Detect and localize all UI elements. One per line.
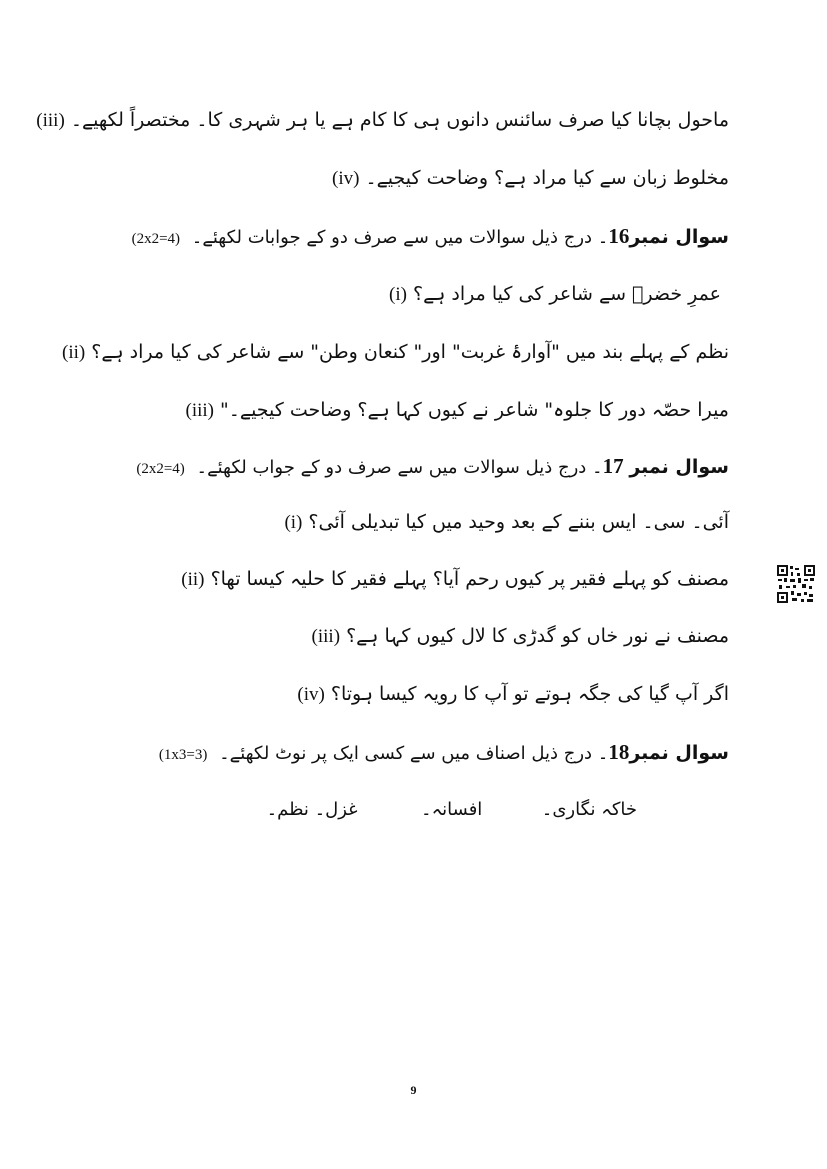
item-text: "میرا حصّہ دور کا جلوہ" شاعر نے کیوں کہا ہے؟ وضاحت کیجیے۔ <box>220 399 729 421</box>
question-number: 18 <box>608 740 630 764</box>
option-ghazal-nazm: غزل۔ نظم۔ <box>266 799 358 820</box>
item-marker: (iii) <box>185 400 214 421</box>
question-instruction: ۔ درج ذیل اصناف میں سے کسی ایک پر نوٹ لکھئے۔ <box>219 743 609 764</box>
item-marker: (ii) <box>181 569 205 590</box>
question-17-item-iii <box>312 622 729 651</box>
question-18-options <box>267 796 637 824</box>
question-instruction: ۔ درج ذیل سوالات میں سے صرف دو کے جوابات لکھئے۔ <box>191 227 609 248</box>
question-18-heading <box>159 738 729 769</box>
option-sketch-writing: خاکہ نگاری۔ <box>541 799 637 820</box>
item-marker: (i) <box>284 512 303 533</box>
question-16-item-iii <box>186 396 730 425</box>
question-item-iv <box>332 164 729 193</box>
question-marks: (2x2=4) <box>131 231 181 247</box>
question-16-heading <box>132 222 729 253</box>
question-17-item-iv <box>297 680 729 709</box>
item-marker: (iii) <box>311 626 341 647</box>
question-number: 16 <box>608 224 630 248</box>
question-marks: (2x2=4) <box>136 461 185 477</box>
question-17-heading <box>136 452 729 483</box>
item-marker: (iv) <box>297 684 325 705</box>
item-marker: (ii) <box>62 342 86 363</box>
item-text: مصنف کو پہلے فقیر پر کیوں رحم آیا؟ پہلے فقیر کا حلیہ کیسا تھا؟ <box>210 568 729 590</box>
question-instruction: ۔ درج ذیل سوالات میں سے صرف دو کے جواب لکھئے۔ <box>196 457 603 478</box>
item-text: نظم کے پہلے بند میں "آوارۂ غربت" اور" کنعان وطن" سے شاعر کی کیا مراد ہے؟ <box>91 341 729 363</box>
question-label: سوال نمبر <box>629 742 729 764</box>
item-text: آئی۔ سی۔ ایس بننے کے بعد وحید میں کیا تبدیلی آئی؟ <box>308 511 729 533</box>
question-17-item-ii <box>181 565 729 594</box>
item-marker: (iii) <box>36 110 65 131</box>
item-text: عمرِ خضرؑ سے شاعر کی کیا مراد ہے؟ <box>413 283 721 305</box>
question-item-iii <box>36 106 729 135</box>
item-text: اگر آپ گیا کی جگہ ہوتے تو آپ کا رویہ کیسا ہوتا؟ <box>330 683 729 705</box>
question-17-item-i <box>284 508 729 537</box>
item-text: ماحول بچانا کیا صرف سائنس دانوں ہی کا کام ہے یا ہر شہری کا۔ مختصراً لکھیے۔ <box>70 109 729 131</box>
option-short-story: افسانہ۔ <box>421 799 483 820</box>
question-16-item-ii <box>62 338 729 367</box>
question-number: 17 <box>602 454 624 478</box>
item-text: مخلوط زبان سے کیا مراد ہے؟ وضاحت کیجیے۔ <box>365 167 729 189</box>
question-marks: (1x3=3) <box>158 747 208 763</box>
question-label: سوال نمبر <box>629 226 729 248</box>
item-text: مصنف نے نور خاں کو گدڑی کا لال کیوں کہا ہے؟ <box>346 625 729 647</box>
question-16-item-i <box>389 280 721 309</box>
question-label: سوال نمبر <box>629 456 729 478</box>
qr-code-icon <box>777 565 815 603</box>
item-marker: (iv) <box>332 168 360 189</box>
page-number: 9 <box>410 1083 417 1097</box>
item-marker: (i) <box>389 284 407 305</box>
